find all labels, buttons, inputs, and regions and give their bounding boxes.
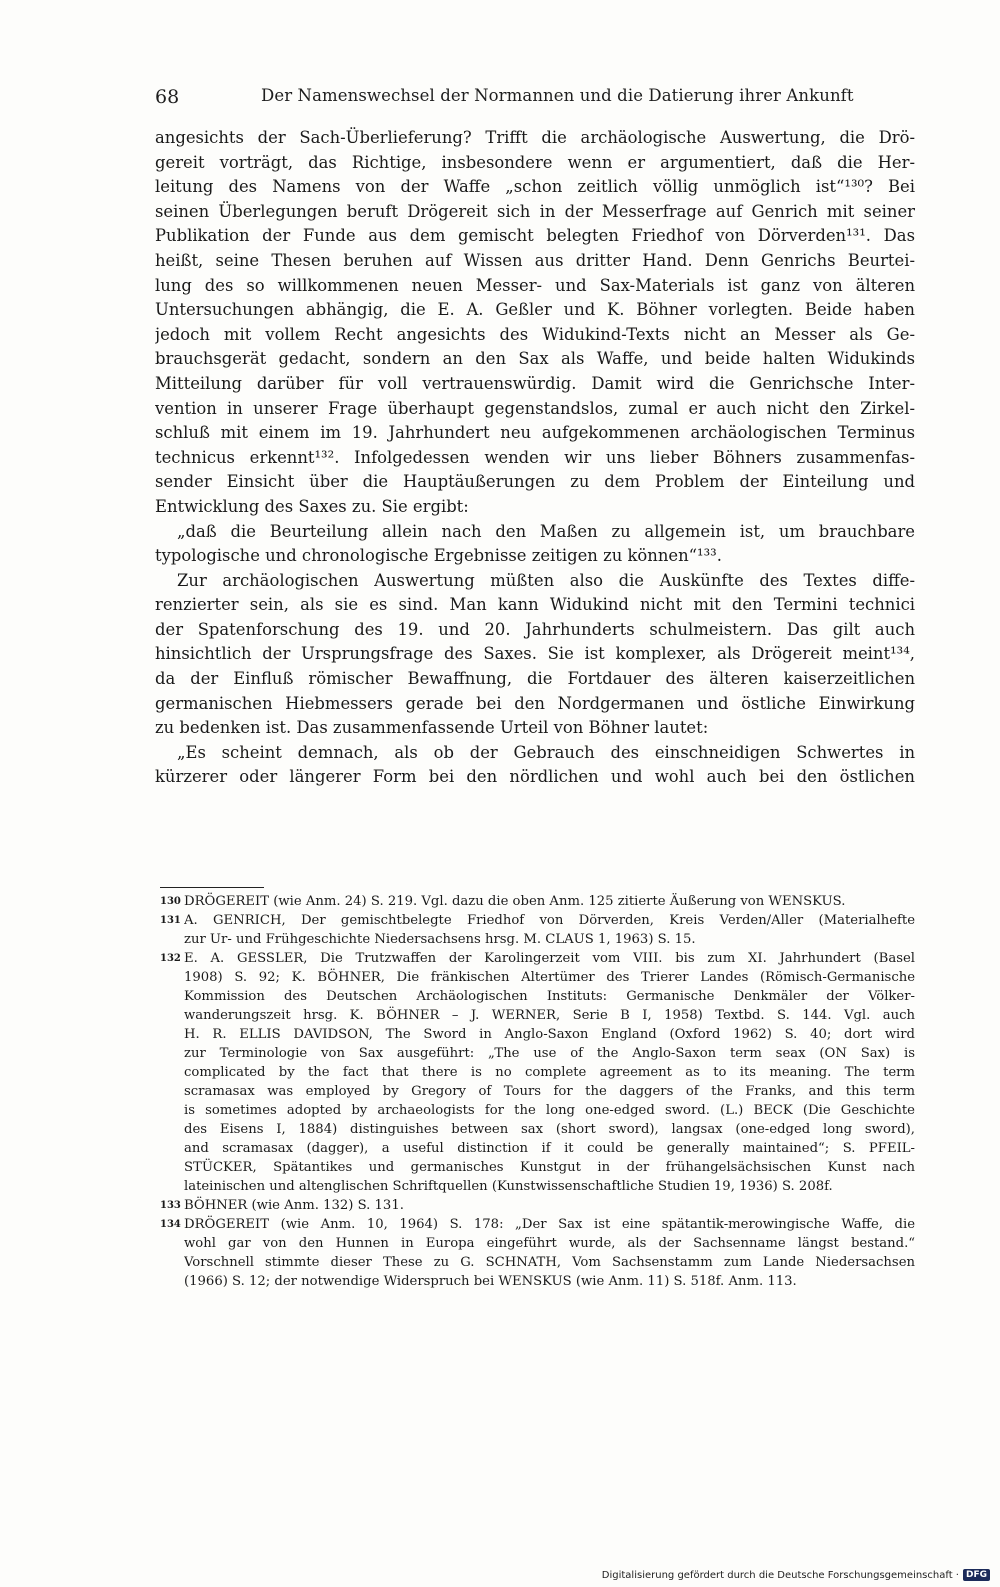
footnote-133: [160, 1196, 915, 1215]
text-line: der Spatenforschung des 19. und 20. Jahrhunderts schulmeistern. Das gilt auch: [155, 619, 915, 639]
text-line: jedoch mit vollem Recht angesichts des Widukind-Texts nicht an Messer als Ge-: [155, 324, 915, 344]
footnote-line: BÖHNER (wie Anm. 132) S. 131.: [184, 1198, 404, 1213]
text-line: da der Einfluß römischer Bewaffnung, die Fortdauer des älteren kaiserzeitlichen: [155, 669, 915, 689]
quote-line: „daß die Beurteilung allein nach den Maßen zu allgemein ist, um brauchbare: [177, 521, 915, 541]
footnote-number: 132: [160, 953, 181, 964]
digitization-credit: [602, 1569, 990, 1581]
quote-line: kürzerer oder längerer Form bei den nördlichen und wohl auch bei den östlichen: [155, 767, 915, 787]
footnote-line: E. A. GESSLER, Die Trutzwaffen der Karolingerzeit vom VIII. bis zum XI. Jahrhundert (Basel: [184, 951, 915, 966]
footnote-line: and scramasax (dagger), a useful distinction if it could be generally maintained“; S. PFEIL-: [184, 1141, 915, 1156]
text-line: lung des so willkommenen neuen Messer- und Sax-Materials ist ganz von älteren: [155, 275, 915, 295]
text-line: zu bedenken ist. Das zusammenfassende Urteil von Böhner lautet:: [155, 718, 709, 738]
text-line: Mitteilung darüber für voll vertrauenswürdig. Damit wird die Genrichsche Inter-: [155, 373, 915, 393]
footnote-131: [160, 911, 915, 949]
footnote-separator: [160, 887, 264, 888]
credit-text: Digitalisierung gefördert durch die Deutsche Forschungsgemeinschaft ·: [601, 1569, 959, 1581]
quote-line: „Es scheint demnach, als ob der Gebrauch des einschneidigen Schwertes in: [177, 742, 915, 762]
footnote-line: scramasax was employed by Gregory of Tours for the daggers of the Franks, and this term: [184, 1084, 915, 1099]
page-header: [155, 86, 915, 112]
text-line: gereit vorträgt, das Richtige, insbesondere wenn er argumentiert, daß die Her-: [155, 152, 915, 172]
footnote-line: DRÖGEREIT (wie Anm. 24) S. 219. Vgl. dazu die oben Anm. 125 zitierte Äußerung von WENSKUS.: [184, 894, 846, 909]
footnotes: [160, 892, 915, 1291]
text-line: renzierter sein, als sie es sind. Man kann Widukind nicht mit den Termini technici: [155, 595, 915, 615]
footnote-132: [160, 949, 915, 1196]
dfg-logo: DFG: [963, 1569, 990, 1581]
text-line: germanischen Hiebmessers gerade bei den Nordgermanen und östliche Einwirkung: [155, 693, 915, 713]
footnote-line: wanderungszeit hrsg. K. BÖHNER – J. WERNER, Serie B I, 1958) Textbd. S. 144. Vgl. auch: [184, 1008, 915, 1023]
text-line: leitung des Namens von der Waffe „schon zeitlich völlig unmöglich ist“¹³⁰? Bei: [155, 177, 915, 197]
footnote-line: (1966) S. 12; der notwendige Widerspruch bei WENSKUS (wie Anm. 11) S. 518f. Anm. 113.: [184, 1274, 797, 1289]
footnote-line: des Eisens I, 1884) distinguishes between sax (short sword), langsax (one-edged long sword),: [184, 1122, 915, 1137]
text-line: Publikation der Funde aus dem gemischt belegten Friedhof von Dörverden¹³¹. Das: [155, 226, 915, 246]
text-line: seinen Überlegungen beruft Drögereit sich in der Messerfrage auf Genrich mit seiner: [155, 201, 915, 221]
text-line: heißt, seine Thesen beruhen auf Wissen aus dritter Hand. Denn Genrichs Beurtei-: [155, 250, 915, 270]
page-number: 68: [155, 86, 180, 108]
quote-line: typologische und chronologische Ergebnisse zeitigen zu können“¹³³.: [155, 546, 722, 566]
text-line: sender Einsicht über die Hauptäußerungen zu dem Problem der Einteilung und: [155, 472, 915, 492]
footnote-line: DRÖGEREIT (wie Anm. 10, 1964) S. 178: „Der Sax ist eine spätantik-merowingische Waffe, die: [184, 1217, 915, 1232]
text-line: vention in unserer Frage überhaupt gegenstandslos, zumal er auch nicht den Zirkel-: [155, 398, 915, 418]
footnote-line: zur Terminologie von Sax ausgeführt: „The use of the Anglo-Saxon term seax (ON Sax) is: [184, 1046, 915, 1061]
text-line: hinsichtlich der Ursprungsfrage des Saxes. Sie ist komplexer, als Drögereit meint¹³⁴,: [155, 644, 915, 664]
footnote-line: lateinischen und altenglischen Schriftquellen (Kunstwissenschaftliche Studien 19, 1936) S. 208f.: [184, 1179, 833, 1194]
footnote-number: 131: [160, 915, 181, 926]
footnote-number: 133: [160, 1200, 181, 1211]
footnote-line: wohl gar von den Hunnen in Europa eingeführt wurde, als der Sachsenname längst bestand.“: [184, 1236, 915, 1251]
running-title: Der Namenswechsel der Normannen und die Datierung ihrer Ankunft: [261, 86, 854, 105]
text-line: Entwicklung des Saxes zu. Sie ergibt:: [155, 496, 469, 516]
text-line: schluß mit einem im 19. Jahrhundert neu aufgekommenen archäologischen Terminus: [155, 423, 915, 443]
footnote-line: H. R. ELLIS DAVIDSON, The Sword in Anglo-Saxon England (Oxford 1962) S. 40; dort wird: [184, 1027, 915, 1042]
footnote-line: STÜCKER, Spätantikes und germanisches Kunstgut in der frühangelsächsischen Kunst nach: [184, 1160, 915, 1175]
footnote-130: [160, 892, 915, 911]
footnote-line: zur Ur- und Frühgeschichte Niedersachsens hrsg. M. CLAUS 1, 1963) S. 15.: [184, 932, 696, 947]
main-text: [155, 126, 915, 790]
footnote-number: 130: [160, 896, 181, 907]
footnote-134: [160, 1215, 915, 1291]
text-line: Untersuchungen abhängig, die E. A. Geßler und K. Böhner vorlegten. Beide haben: [155, 300, 915, 320]
footnote-line: complicated by the fact that there is no complete agreement as to its meaning. The term: [184, 1065, 915, 1080]
footnote-line: Vorschnell stimmte dieser These zu G. SCHNATH, Vom Sachsenstamm zum Lande Niedersachsen: [184, 1255, 915, 1270]
footnote-line: A. GENRICH, Der gemischtbelegte Friedhof von Dörverden, Kreis Verden/Aller (Materialhefte: [184, 913, 915, 928]
footnote-line: 1908) S. 92; K. BÖHNER, Die fränkischen Altertümer des Trierer Landes (Römisch-Germanische: [184, 970, 915, 985]
text-line: angesichts der Sach-Überlieferung? Trifft die archäologische Auswertung, die Drö-: [155, 128, 915, 147]
footnote-line: is sometimes adopted by archaeologists for the long one-edged sword. (L.) BECK (Die Geschichte: [184, 1103, 915, 1118]
text-line: brauchsgerät gedacht, sondern an den Sax als Waffe, und beide halten Widukinds: [155, 349, 915, 369]
footnote-number: 134: [160, 1219, 181, 1230]
text-line: Zur archäologischen Auswertung müßten also die Auskünfte des Textes diffe-: [177, 570, 915, 590]
text-line: technicus erkennt¹³². Infolgedessen wenden wir uns lieber Böhners zusammenfas-: [155, 447, 915, 467]
footnote-line: Kommission des Deutschen Archäologischen Instituts: Germanische Denkmäler der Völker-: [184, 989, 915, 1004]
